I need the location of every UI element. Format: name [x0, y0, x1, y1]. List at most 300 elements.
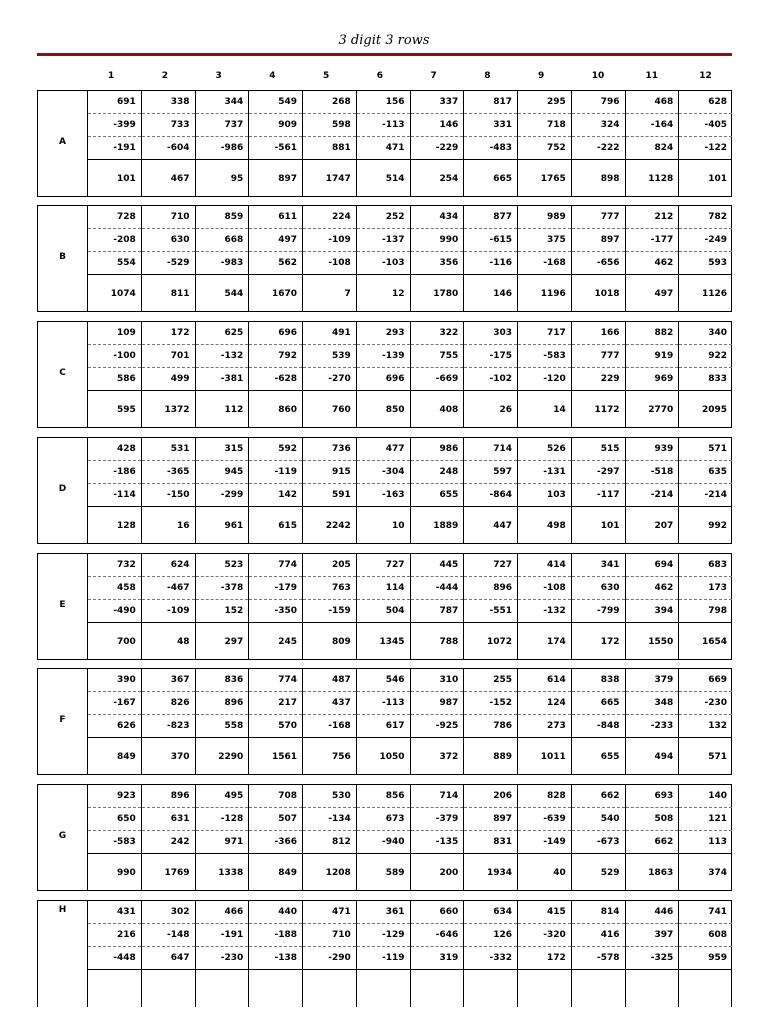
- number-cell: 662: [572, 785, 625, 808]
- number-cell: 445: [411, 554, 464, 577]
- number-cell: -119: [249, 461, 302, 484]
- number-cell: 592: [249, 438, 302, 461]
- number-cell: -120: [518, 368, 571, 391]
- block-grid: [87, 206, 732, 311]
- problem-block: [37, 321, 732, 428]
- number-cell: -379: [411, 808, 464, 831]
- number-cell: 736: [303, 438, 356, 461]
- number-cell: 668: [196, 229, 249, 252]
- problem-column: [248, 438, 302, 543]
- answer-cell: 1172: [594, 405, 620, 415]
- number-cell: -131: [518, 461, 571, 484]
- number-cell: -925: [411, 715, 464, 738]
- number-cell: 718: [518, 114, 571, 137]
- answer-cell: 529: [600, 868, 620, 878]
- number-cell: 831: [464, 831, 517, 854]
- number-cell: 242: [142, 831, 195, 854]
- number-cell: -864: [464, 484, 517, 507]
- number-cell: 558: [196, 715, 249, 738]
- number-cell: 733: [142, 114, 195, 137]
- number-cell: -208: [88, 229, 141, 252]
- problem-column: [195, 91, 249, 196]
- answer-cell: 1561: [271, 752, 297, 762]
- answer-cell: 1747: [325, 174, 351, 184]
- number-cell: -467: [142, 577, 195, 600]
- number-cell: -100: [88, 345, 141, 368]
- column-header: 12: [699, 71, 712, 81]
- number-cell: 415: [518, 901, 571, 924]
- number-cell: 390: [88, 669, 141, 692]
- number-cell: -604: [142, 137, 195, 160]
- number-cell: 655: [411, 484, 464, 507]
- number-cell: 356: [411, 252, 464, 275]
- column-header: 5: [323, 71, 330, 81]
- number-cell: -551: [464, 600, 517, 623]
- answer-cell: 961: [224, 521, 244, 531]
- column-header: 8: [484, 71, 491, 81]
- answer-cell: 1769: [164, 868, 190, 878]
- number-cell: 468: [626, 91, 679, 114]
- column-header: 10: [591, 71, 605, 81]
- answer-cell: 498: [546, 521, 566, 531]
- column-header: 1: [108, 71, 115, 81]
- number-cell: 126: [464, 924, 517, 947]
- number-cell: -214: [626, 484, 679, 507]
- problem-column: [87, 438, 141, 543]
- number-cell: 856: [357, 785, 410, 808]
- answer-cell: 809: [331, 637, 351, 647]
- problem-column: [678, 554, 732, 659]
- problem-column: [195, 322, 249, 427]
- answer-cell: 1550: [648, 637, 674, 647]
- number-cell: -149: [518, 831, 571, 854]
- answer-cell: 1208: [325, 868, 351, 878]
- number-cell: -639: [518, 808, 571, 831]
- problem-column: [302, 785, 356, 890]
- number-cell: 586: [88, 368, 141, 391]
- number-cell: 142: [249, 484, 302, 507]
- problem-column: [141, 669, 195, 774]
- problem-column: [625, 901, 679, 1007]
- number-cell: 728: [88, 206, 141, 229]
- column-header: 9: [538, 71, 545, 81]
- number-cell: 337: [411, 91, 464, 114]
- number-cell: -113: [357, 692, 410, 715]
- answer-cell: 665: [493, 174, 512, 184]
- answer-cell: 494: [654, 752, 674, 762]
- number-cell: 487: [303, 669, 356, 692]
- number-cell: -940: [357, 831, 410, 854]
- number-cell: -350: [249, 600, 302, 623]
- number-cell: 763: [303, 577, 356, 600]
- number-cell: 792: [249, 345, 302, 368]
- number-cell: 331: [464, 114, 517, 137]
- answer-cell: 615: [278, 521, 297, 531]
- problem-column: [463, 901, 517, 1007]
- number-cell: -164: [626, 114, 679, 137]
- problem-column: [141, 785, 195, 890]
- number-cell: -137: [357, 229, 410, 252]
- title-divider: [37, 53, 732, 56]
- number-cell: 310: [411, 669, 464, 692]
- number-cell: -119: [357, 947, 410, 970]
- number-cell: 717: [518, 322, 571, 345]
- number-cell: 324: [572, 114, 625, 137]
- answer-cell: [303, 971, 356, 1007]
- answer-cell: 297: [224, 637, 244, 647]
- answer-cell: 16: [176, 521, 190, 531]
- number-cell: -529: [142, 252, 195, 275]
- number-cell: -270: [303, 368, 356, 391]
- answer-cell: 850: [385, 405, 405, 415]
- problem-column: [678, 91, 732, 196]
- answer-cell: 1126: [701, 289, 727, 299]
- problem-column: [625, 669, 679, 774]
- number-cell: -103: [357, 252, 410, 275]
- number-cell: 152: [196, 600, 249, 623]
- problem-column: [195, 206, 249, 311]
- number-cell: -490: [88, 600, 141, 623]
- problem-column: [410, 554, 464, 659]
- number-cell: 531: [142, 438, 195, 461]
- problem-column: [463, 669, 517, 774]
- number-cell: -132: [518, 600, 571, 623]
- column-header: 2: [161, 71, 169, 81]
- number-cell: 838: [572, 669, 625, 692]
- answer-cell: 207: [654, 521, 674, 531]
- number-cell: 786: [464, 715, 517, 738]
- column-header: 3: [215, 71, 222, 81]
- number-cell: 146: [411, 114, 464, 137]
- answer-cell: 1765: [540, 174, 566, 184]
- problem-column: [678, 438, 732, 543]
- problem-column: [141, 901, 195, 1007]
- problem-column: [410, 901, 464, 1007]
- number-cell: 630: [142, 229, 195, 252]
- number-cell: 446: [626, 901, 679, 924]
- number-cell: 859: [196, 206, 249, 229]
- answer-cell: 200: [439, 868, 459, 878]
- number-cell: 437: [303, 692, 356, 715]
- problem-column: [87, 554, 141, 659]
- answer-cell: 897: [278, 174, 297, 184]
- answer-cell: 514: [385, 174, 405, 184]
- number-cell: -108: [303, 252, 356, 275]
- number-cell: 109: [88, 322, 141, 345]
- number-cell: 216: [88, 924, 141, 947]
- number-cell: -113: [357, 114, 410, 137]
- number-cell: 530: [303, 785, 356, 808]
- number-cell: -290: [303, 947, 356, 970]
- answer-cell: 372: [439, 752, 459, 762]
- problem-column: [517, 669, 571, 774]
- number-cell: -325: [626, 947, 679, 970]
- answer-cell: 1345: [379, 637, 405, 647]
- problem-column: [356, 554, 410, 659]
- number-cell: -583: [518, 345, 571, 368]
- number-cell: -109: [303, 229, 356, 252]
- number-cell: 812: [303, 831, 356, 854]
- problem-column: [141, 438, 195, 543]
- number-cell: 497: [249, 229, 302, 252]
- problem-block: [37, 668, 732, 775]
- number-cell: 344: [196, 91, 249, 114]
- number-cell: -177: [626, 229, 679, 252]
- number-cell: 554: [88, 252, 141, 275]
- problem-column: [141, 91, 195, 196]
- answer-cell: 849: [116, 752, 136, 762]
- number-cell: 798: [679, 600, 732, 623]
- answer-cell: 95: [230, 174, 244, 184]
- number-cell: 817: [464, 91, 517, 114]
- number-cell: 315: [196, 438, 249, 461]
- number-cell: 922: [679, 345, 732, 368]
- problem-column: [356, 322, 410, 427]
- number-cell: -799: [572, 600, 625, 623]
- problem-column: [463, 554, 517, 659]
- number-cell: 959: [679, 947, 732, 970]
- answer-cell: 992: [708, 521, 727, 531]
- number-cell: -186: [88, 461, 141, 484]
- answer-cell: 1670: [271, 289, 297, 299]
- number-cell: 416: [572, 924, 625, 947]
- problem-column: [141, 206, 195, 311]
- number-cell: 969: [626, 368, 679, 391]
- problem-block: [37, 437, 732, 544]
- number-cell: 990: [411, 229, 464, 252]
- number-cell: 650: [88, 808, 141, 831]
- number-cell: 132: [679, 715, 732, 738]
- problem-column: [678, 322, 732, 427]
- number-cell: -561: [249, 137, 302, 160]
- number-cell: 989: [518, 206, 571, 229]
- number-cell: 591: [303, 484, 356, 507]
- number-cell: -656: [572, 252, 625, 275]
- answer-cell: 1128: [648, 174, 674, 184]
- answer-cell: 174: [546, 637, 566, 647]
- number-cell: -163: [357, 484, 410, 507]
- number-cell: 434: [411, 206, 464, 229]
- answer-cell: [518, 971, 571, 1007]
- block-grid: [87, 669, 732, 774]
- number-cell: 322: [411, 322, 464, 345]
- problem-column: [87, 901, 141, 1007]
- problem-column: [463, 91, 517, 196]
- number-cell: 268: [303, 91, 356, 114]
- number-cell: 507: [249, 808, 302, 831]
- answer-cell: 595: [116, 405, 136, 415]
- column-headers: [87, 71, 732, 83]
- answer-cell: 1863: [648, 868, 674, 878]
- number-cell: 471: [357, 137, 410, 160]
- answer-cell: 40: [553, 868, 566, 878]
- number-cell: 140: [679, 785, 732, 808]
- answer-cell: 112: [224, 405, 244, 415]
- number-cell: 741: [679, 901, 732, 924]
- number-cell: 897: [572, 229, 625, 252]
- number-cell: 919: [626, 345, 679, 368]
- number-cell: 693: [626, 785, 679, 808]
- number-cell: -669: [411, 368, 464, 391]
- number-cell: -129: [357, 924, 410, 947]
- number-cell: 523: [196, 554, 249, 577]
- number-cell: 462: [626, 252, 679, 275]
- number-cell: -297: [572, 461, 625, 484]
- problem-column: [571, 91, 625, 196]
- problem-column: [571, 901, 625, 1007]
- number-cell: 477: [357, 438, 410, 461]
- answer-cell: 1074: [110, 289, 136, 299]
- number-cell: -230: [196, 947, 249, 970]
- column-header: 7: [430, 71, 437, 81]
- number-cell: -615: [464, 229, 517, 252]
- number-cell: 414: [518, 554, 571, 577]
- number-cell: 714: [411, 785, 464, 808]
- answer-cell: 172: [600, 637, 620, 647]
- number-cell: 229: [572, 368, 625, 391]
- problem-column: [248, 91, 302, 196]
- number-cell: 428: [88, 438, 141, 461]
- number-cell: 635: [679, 461, 732, 484]
- answer-cell: 467: [170, 174, 190, 184]
- problem-column: [248, 901, 302, 1007]
- problem-column: [517, 438, 571, 543]
- answer-cell: 990: [116, 868, 136, 878]
- number-cell: 224: [303, 206, 356, 229]
- number-cell: 293: [357, 322, 410, 345]
- problem-column: [87, 669, 141, 774]
- number-cell: -109: [142, 600, 195, 623]
- number-cell: -628: [249, 368, 302, 391]
- answer-cell: 101: [116, 174, 136, 184]
- number-cell: -108: [518, 577, 571, 600]
- answer-cell: [679, 971, 732, 1007]
- block-label: H: [58, 905, 67, 915]
- answer-cell: 101: [708, 174, 727, 184]
- number-cell: 634: [464, 901, 517, 924]
- problem-block: [37, 784, 732, 891]
- number-cell: 431: [88, 901, 141, 924]
- number-cell: -116: [464, 252, 517, 275]
- block-label: E: [59, 600, 66, 610]
- number-cell: 882: [626, 322, 679, 345]
- number-cell: 628: [679, 91, 732, 114]
- number-cell: 896: [196, 692, 249, 715]
- problem-block: [37, 90, 732, 197]
- problem-column: [302, 91, 356, 196]
- number-cell: -299: [196, 484, 249, 507]
- number-cell: 255: [464, 669, 517, 692]
- problem-column: [410, 206, 464, 311]
- number-cell: 397: [626, 924, 679, 947]
- problem-column: [517, 322, 571, 427]
- number-cell: -249: [679, 229, 732, 252]
- number-cell: 598: [303, 114, 356, 137]
- number-cell: 499: [142, 368, 195, 391]
- column-header: 11: [645, 71, 659, 81]
- number-cell: 458: [88, 577, 141, 600]
- number-cell: 877: [464, 206, 517, 229]
- number-cell: 206: [464, 785, 517, 808]
- number-cell: 909: [249, 114, 302, 137]
- number-cell: -578: [572, 947, 625, 970]
- number-cell: 787: [411, 600, 464, 623]
- number-cell: 539: [303, 345, 356, 368]
- problem-column: [517, 206, 571, 311]
- number-cell: -148: [142, 924, 195, 947]
- answer-cell: 128: [116, 521, 136, 531]
- answer-cell: [142, 971, 195, 1007]
- number-cell: -399: [88, 114, 141, 137]
- problem-column: [87, 322, 141, 427]
- number-cell: -138: [249, 947, 302, 970]
- problem-column: [248, 206, 302, 311]
- problem-column: [410, 91, 464, 196]
- answer-cell: 1072: [486, 637, 512, 647]
- answer-cell: [572, 971, 625, 1007]
- number-cell: -132: [196, 345, 249, 368]
- answer-cell: 1372: [164, 405, 190, 415]
- number-cell: 562: [249, 252, 302, 275]
- answer-cell: 655: [600, 752, 620, 762]
- number-cell: 939: [626, 438, 679, 461]
- number-cell: -135: [411, 831, 464, 854]
- answer-cell: 898: [600, 174, 620, 184]
- answer-cell: 1018: [594, 289, 620, 299]
- number-cell: 212: [626, 206, 679, 229]
- number-cell: -332: [464, 947, 517, 970]
- number-cell: 732: [88, 554, 141, 577]
- problem-column: [571, 206, 625, 311]
- number-cell: 660: [411, 901, 464, 924]
- number-cell: 624: [142, 554, 195, 577]
- answer-cell: 26: [499, 405, 512, 415]
- answer-cell: 12: [391, 289, 405, 299]
- problem-column: [625, 438, 679, 543]
- answer-cell: 101: [600, 521, 620, 531]
- number-cell: 796: [572, 91, 625, 114]
- number-cell: -222: [572, 137, 625, 160]
- number-cell: 462: [626, 577, 679, 600]
- column-header: 6: [376, 71, 384, 81]
- number-cell: -168: [518, 252, 571, 275]
- number-cell: 673: [357, 808, 410, 831]
- number-cell: 625: [196, 322, 249, 345]
- problem-column: [302, 438, 356, 543]
- number-cell: 683: [679, 554, 732, 577]
- problem-column: [463, 322, 517, 427]
- number-cell: 394: [626, 600, 679, 623]
- block-grid: [87, 554, 732, 659]
- number-cell: 173: [679, 577, 732, 600]
- block-label: F: [59, 715, 66, 725]
- problem-column: [625, 785, 679, 890]
- answer-cell: [88, 971, 141, 1007]
- problem-column: [410, 669, 464, 774]
- number-cell: 217: [249, 692, 302, 715]
- problem-column: [571, 669, 625, 774]
- number-cell: 302: [142, 901, 195, 924]
- answer-cell: 589: [385, 868, 405, 878]
- problem-column: [87, 91, 141, 196]
- problem-column: [410, 322, 464, 427]
- number-cell: 782: [679, 206, 732, 229]
- number-cell: 113: [679, 831, 732, 854]
- answer-cell: 48: [176, 637, 190, 647]
- number-cell: -128: [196, 808, 249, 831]
- block-label: A: [59, 137, 66, 147]
- answer-cell: 1934: [486, 868, 512, 878]
